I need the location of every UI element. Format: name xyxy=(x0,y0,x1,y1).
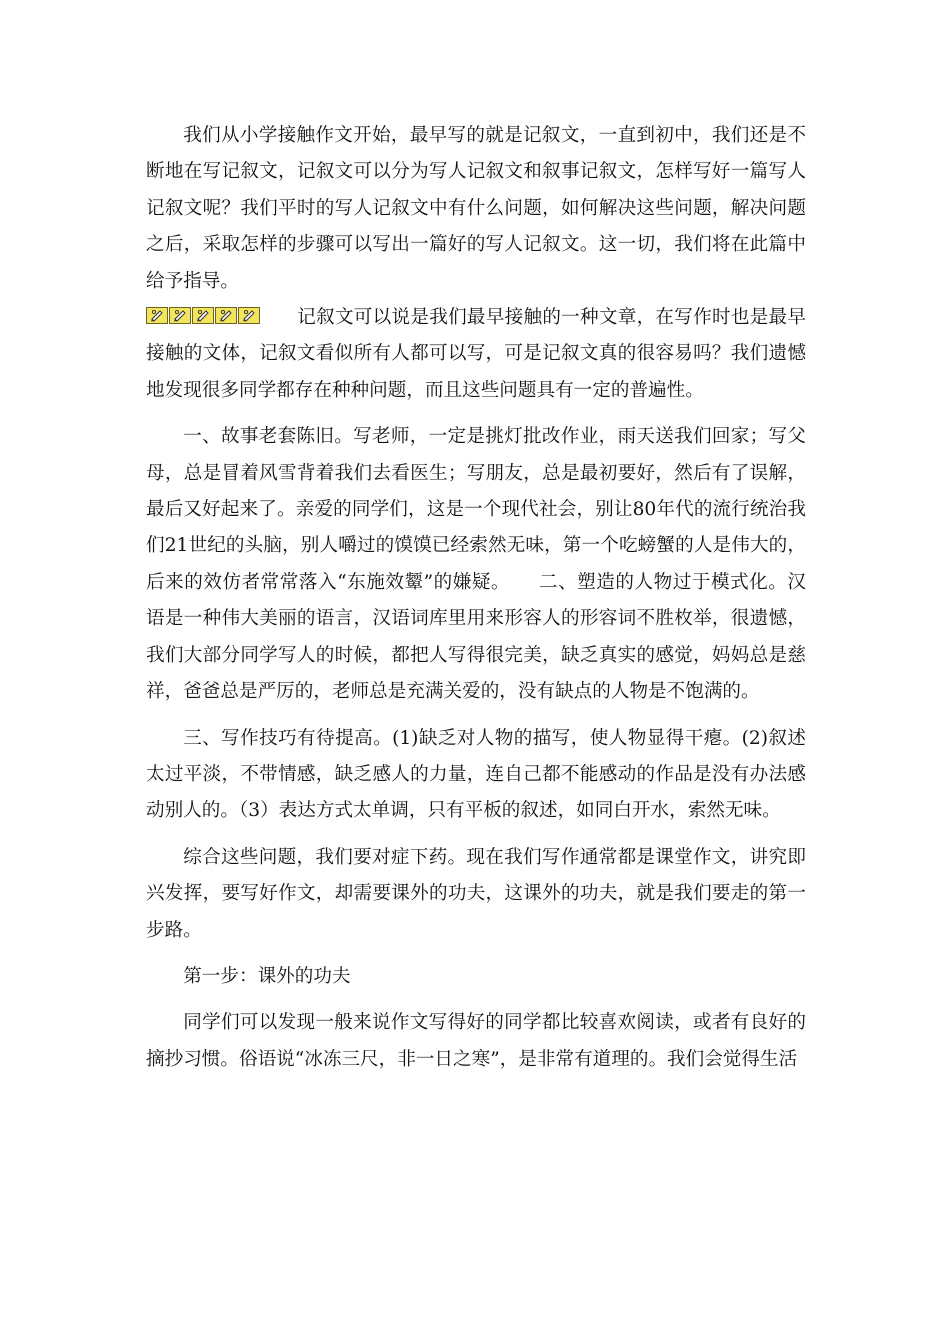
problems-intro-paragraph xyxy=(146,300,806,409)
problem-3-paragraph: 三、写作技巧有待提高。(1)缺乏对人物的描写，使人物显得干瘪。(2)叙述太过平淡，不带情感，缺乏感人的力量，连自己都不能感动的作品是没有办法感动别人的。（3）表达方式太单调，只有平板的叙述，如同白开水，索然无味。 xyxy=(146,727,806,822)
step-1-paragraph: 同学们可以发现一般来说作文写得好的同学都比较喜欢阅读，或者有良好的摘抄习惯。俗语说“冰冻三尺，非一日之寒”，是非常有道理的。我们会觉得生活 xyxy=(146,1012,806,1070)
pencil-note-icon xyxy=(169,307,191,324)
summary-paragraph: 综合这些问题，我们要对症下药。现在我们写作通常都是课堂作文，讲究即兴发挥，要写好作文，却需要课外的功夫，这课外的功夫，就是我们要走的第一步路。 xyxy=(146,846,806,941)
decorative-icon-strip xyxy=(146,307,261,324)
step-1-heading: 第一步：课外的功夫 xyxy=(183,965,351,987)
pencil-note-icon xyxy=(192,307,214,324)
document-body xyxy=(146,118,806,1078)
problems-intro-text: 记叙文可以说是我们最早接触的一种文章，在写作时也是最早接触的文体，记叙文看似所有人都可以写，可是记叙文真的很容易吗？我们遗憾地发现很多同学都存在种种问题，而且这些问题具有一定的普遍性。 xyxy=(146,307,806,401)
problem-1-2-paragraph: 一、故事老套陈旧。写老师，一定是挑灯批改作业，雨天送我们回家；写父母，总是冒着风雪背着我们去看医生；写朋友，总是最初要好，然后有了误解，最后又好起来了。亲爱的同学们，这是一个现代社会，别让80年代的流行统治我们21世纪的头脑，别人嚼过的馍馍已经索然无味，第一个吃螃蟹的人是伟大的，后来的效仿者常常落入“东施效颦”的嫌疑。 二、塑造的人物过于模式化。汉语是一种伟大美丽的语言，汉语词库里用来形容人的形容词不胜枚举，很遗憾，我们大部分同学写人的时候，都把人写得很完美，缺乏真实的感觉，妈妈总是慈祥，爸爸总是严厉的，老师总是充满关爱的，没有缺点的人物是不饱满的。 xyxy=(146,426,806,703)
intro-paragraph: 我们从小学接触作文开始，最早写的就是记叙文，一直到初中，我们还是不断地在写记叙文，记叙文可以分为写人记叙文和叙事记叙文，怎样写好一篇写人记叙文呢？我们平时的写人记叙文中有什么问题，如何解决这些问题，解决问题之后，采取怎样的步骤可以写出一篇好的写人记叙文。这一切，我们将在此篇中给予指导。 xyxy=(146,125,806,292)
pencil-note-icon xyxy=(215,307,237,324)
pencil-note-icon xyxy=(146,307,168,324)
pencil-note-icon xyxy=(238,307,260,324)
